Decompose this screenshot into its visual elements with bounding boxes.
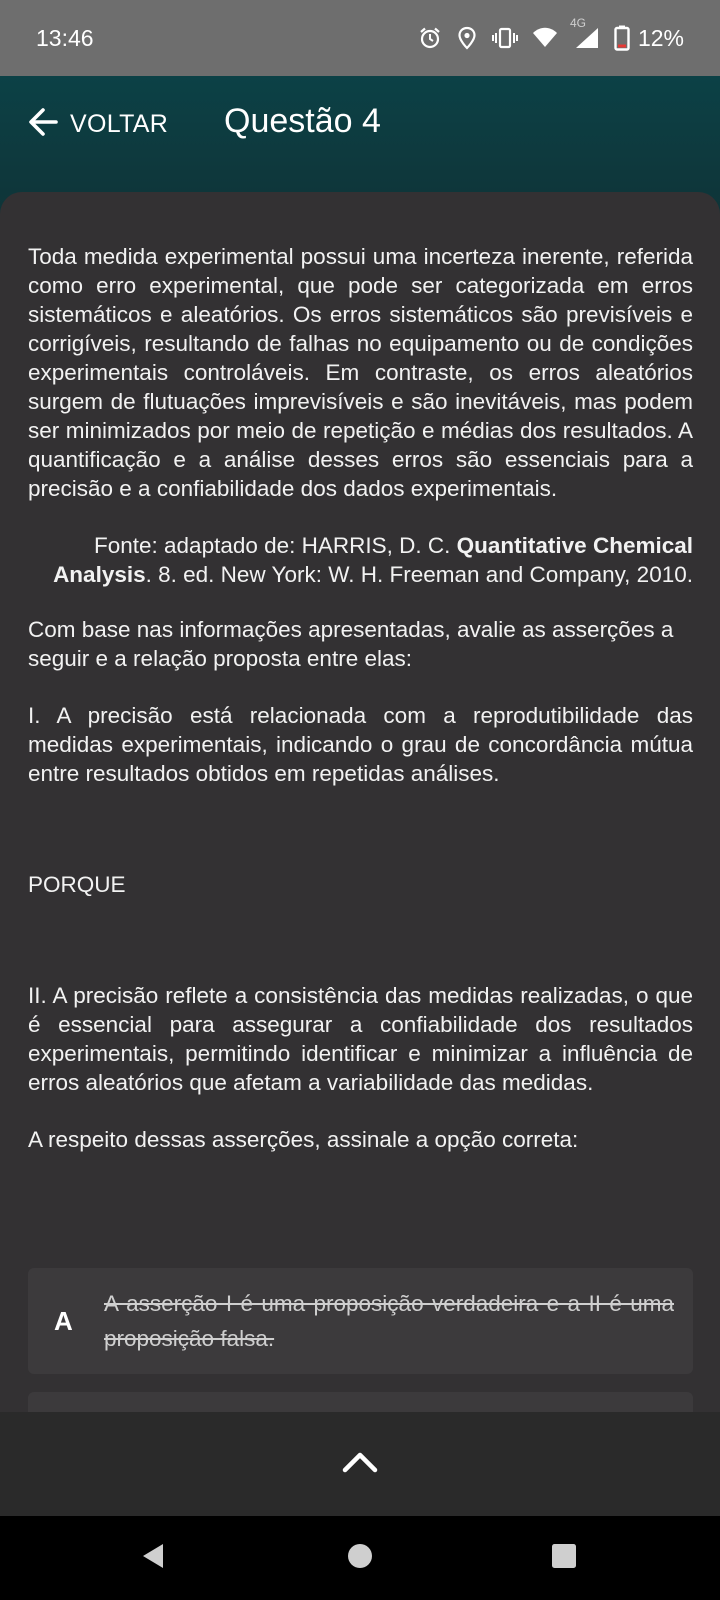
option-a[interactable] [28,1268,693,1374]
page-title: Questão 4 [224,102,381,140]
wifi-icon [532,27,558,49]
question-prompt: Com base nas informações apresentadas, avalie as asserções a seguir e a relação proposta entre elas: [28,617,674,671]
back-label: VOLTAR [70,109,169,138]
assertion-connector: PORQUE [28,872,126,897]
network-type: 4G [569,16,586,30]
option-text: A asserção I é uma proposição verdadeira e a II é uma proposição falsa. [104,1291,674,1351]
nav-recents-icon [550,1542,578,1575]
nav-home-icon [346,1542,374,1575]
arrow-left-icon [26,105,60,144]
system-nav-bar [0,1516,720,1600]
alarm-icon [418,26,442,50]
assertion-1: I. A precisão está relacionada com a reprodutibilidade das medidas experimentais, indicando o grau de concordância mútua entre resultados obtidos em repetidas análises. [28,703,693,786]
status-bar [0,0,720,76]
option-b-partial[interactable] [28,1392,693,1412]
battery-percentage: 12% [637,24,684,51]
question-text [28,242,693,1154]
battery-icon [614,25,630,51]
status-icons [418,16,684,52]
chevron-up-icon [340,1449,380,1480]
source-suffix: . 8. ed. New York: W. H. Freeman and Company, 2010. [145,562,693,587]
assertion-2: II. A precisão reflete a consistência das medidas realizadas, o que é essencial para assegurar a confiabilidade dos resultados experimentais, permitindo identificar e minimizar a influência de erros aleatórios que afetam a variabilidade das medidas. [28,983,693,1095]
question-instruction: A respeito dessas asserções, assinale a opção correta: [28,1127,579,1152]
source-prefix: Fonte: adaptado de: HARRIS, D. C. [93,533,457,558]
question-intro: Toda medida experimental possui uma incerteza inerente, referida como erro experimental, que pode ser categorizada em erros sistemáticos e aleatórios. Os erros sistemáticos são previsíveis e corrigíveis, resultando de falhas no equipamento ou de condições experimentais controláveis. Em contraste, os erros aleatórios surgem de flutuações imprevisíveis e são inevitáveis, mas podem ser minimizados por meio de repetição e médias dos resultados. A quantificação e a análise desses erros são essenciais para a precisão e a confiabilidade dos dados experimentais. [28,244,693,501]
source-title: Quantitative Chemical Analysis [53,533,693,587]
nav-home-button[interactable] [338,1536,382,1580]
status-time: 13:46 [36,24,94,51]
question-source [28,531,693,589]
bottom-bar [0,1412,720,1516]
location-icon [456,26,478,50]
vibrate-icon [492,26,518,50]
signal-icon [569,16,600,50]
nav-recents-button[interactable] [542,1536,586,1580]
question-card[interactable] [0,192,720,1412]
expand-button[interactable] [330,1434,390,1494]
nav-back-button[interactable] [132,1536,176,1580]
option-letter: A [54,1306,73,1336]
back-button[interactable] [26,104,168,144]
nav-back-icon [139,1541,169,1576]
